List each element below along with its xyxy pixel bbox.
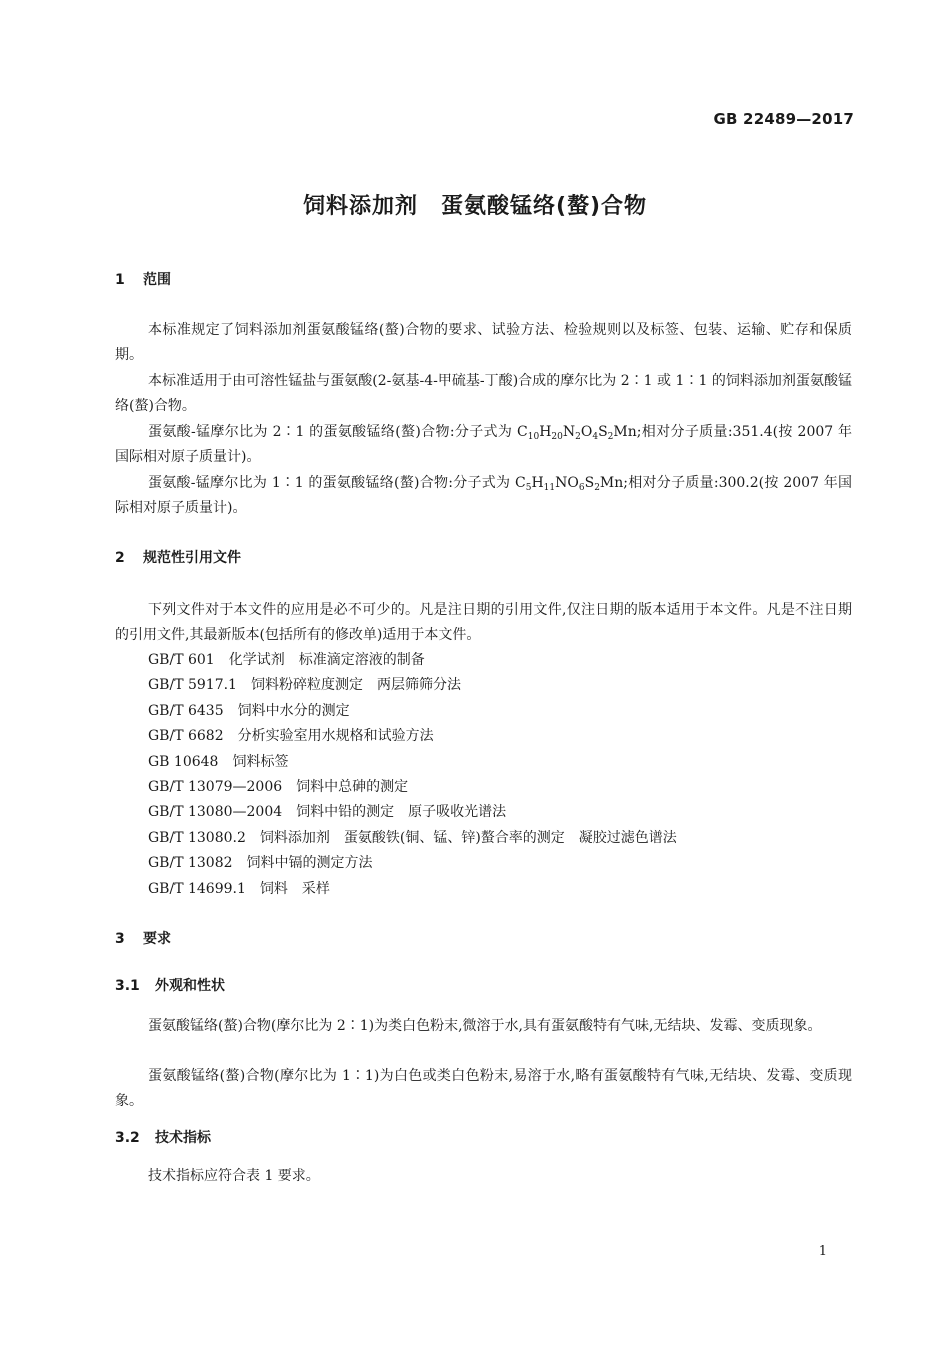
reference-code: GB/T 6682	[148, 728, 224, 745]
reference-item	[148, 877, 677, 902]
section-3-1-paragraph-2: 蛋氨酸锰络(螯)合物(摩尔比为 1∶1)为白色或类白色粉末,易溶于水,略有蛋氨酸特有气味,无结块、发霉、变质现象。	[115, 1068, 852, 1109]
reference-title: 饲料粉碎粒度测定 两层筛筛分法	[250, 677, 461, 694]
formula-subscript: 2	[607, 432, 614, 442]
section-1-heading	[115, 269, 171, 289]
formula-subscript: 11	[543, 483, 556, 493]
section-1-paragraph-2: 本标准适用于由可溶性锰盐与蛋氨酸(2-氨基-4-甲硫基-丁酸)合成的摩尔比为 2∶1 或 1∶1 的饲料添加剂蛋氨酸锰络(螯)合物。	[115, 373, 852, 414]
reference-item	[148, 699, 677, 724]
reference-item	[148, 648, 677, 673]
section-1-paragraph-3	[115, 420, 852, 470]
reference-title: 饲料中水分的测定	[237, 702, 350, 719]
subsection-title: 外观和性状	[155, 978, 225, 994]
formula-element: N	[562, 424, 576, 440]
reference-title: 饲料中镉的测定方法	[246, 855, 373, 872]
reference-item	[148, 673, 677, 698]
subsection-number: 3.1	[115, 978, 140, 994]
formula-subscript: 2	[594, 483, 600, 493]
reference-code: GB/T 13080—2004	[148, 804, 283, 821]
normative-references-list	[148, 648, 677, 902]
reference-title: 饲料中铅的测定 原子吸收光谱法	[296, 804, 507, 821]
reference-item	[148, 826, 677, 851]
section-1-paragraph-1: 本标准规定了饲料添加剂蛋氨酸锰络(螯)合物的要求、试验方法、检验规则以及标签、包装、运输、贮存和保质期。	[115, 322, 852, 363]
reference-item	[148, 775, 677, 800]
reference-code: GB/T 13082	[148, 855, 233, 872]
paragraph-text: 蛋氨酸-锰摩尔比为 2∶1 的蛋氨酸锰络(螯)合物:分子式为	[148, 424, 518, 440]
reference-item	[148, 750, 677, 775]
formula-element: Mn	[599, 475, 624, 491]
subsection-title: 技术指标	[155, 1130, 211, 1146]
reference-code: GB/T 601	[148, 652, 215, 668]
formula-element: Mn	[613, 424, 637, 440]
reference-code: GB/T 13080.2	[148, 829, 246, 846]
formula-subscript: 10	[527, 432, 540, 442]
reference-title: 化学试剂 标准滴定溶液的制备	[228, 652, 425, 668]
formula-subscript: 20	[551, 432, 563, 442]
section-title: 规范性引用文件	[143, 550, 241, 566]
formula-subscript: 2	[575, 432, 581, 442]
section-3-2-paragraph-1: 技术指标应符合表 1 要求。	[148, 1168, 320, 1184]
molecular-formula	[517, 424, 637, 440]
section-3-2-heading	[115, 1127, 211, 1147]
formula-element: NO	[555, 475, 579, 491]
formula-element: C	[517, 424, 528, 440]
formula-element: S	[598, 424, 608, 440]
reference-code: GB/T 5917.1	[148, 677, 237, 694]
molecular-formula	[515, 475, 623, 491]
formula-element: S	[584, 475, 595, 491]
reference-code: GB/T 14699.1	[148, 880, 246, 897]
paragraph-text: ;相对分子质量:351.4(按 2007 年国际相对原子质量计)。	[115, 424, 852, 465]
reference-title: 分析实验室用水规格和试验方法	[237, 728, 434, 745]
formula-element: C	[515, 475, 526, 491]
page-number: 1	[818, 1244, 827, 1259]
formula-subscript: 6	[578, 483, 585, 493]
reference-title: 饲料添加剂 蛋氨酸铁(铜、锰、锌)螯合率的测定 凝胶过滤色谱法	[259, 829, 677, 846]
standard-id: GB 22489—2017	[713, 110, 854, 128]
section-title: 要求	[143, 931, 171, 947]
document-title: 饲料添加剂 蛋氨酸锰络(螯)合物	[302, 194, 648, 219]
formula-element: H	[531, 475, 544, 491]
reference-title: 饲料标签	[232, 753, 289, 770]
formula-subscript: 5	[525, 483, 532, 493]
reference-item	[148, 851, 677, 876]
reference-code: GB 10648	[148, 753, 219, 770]
section-3-1-heading	[115, 975, 225, 995]
subsection-number: 3.2	[115, 1130, 140, 1146]
section-title: 范围	[143, 272, 171, 288]
section-number: 1	[115, 272, 125, 288]
section-2-intro: 下列文件对于本文件的应用是必不可少的。凡是注日期的引用文件,仅注日期的版本适用于本文件。凡是不注日期的引用文件,其最新版本(包括所有的修改单)适用于本文件。	[115, 602, 852, 643]
section-3-1-paragraph-1: 蛋氨酸锰络(螯)合物(摩尔比为 2∶1)为类白色粉末,微溶于水,具有蛋氨酸特有气味,无结块、发霉、变质现象。	[148, 1018, 822, 1034]
reference-code: GB/T 6435	[148, 702, 224, 719]
reference-item	[148, 724, 677, 749]
formula-element: H	[539, 424, 552, 440]
reference-title: 饲料 采样	[259, 880, 330, 897]
section-1-paragraph-4	[115, 471, 852, 521]
section-2-heading	[115, 547, 241, 567]
formula-element: O	[580, 424, 593, 440]
section-number: 3	[115, 931, 125, 947]
reference-item	[148, 800, 677, 825]
reference-code: GB/T 13079—2006	[148, 778, 283, 795]
paragraph-text: 蛋氨酸-锰摩尔比为 1∶1 的蛋氨酸锰络(螯)合物:分子式为	[148, 475, 515, 491]
section-3-heading	[115, 928, 171, 948]
formula-subscript: 4	[592, 432, 599, 442]
section-number: 2	[115, 550, 125, 566]
paragraph-text: ;相对分子质量:300.2(按 2007 年国际相对原子质量计)。	[115, 475, 852, 516]
reference-title: 饲料中总砷的测定	[296, 778, 409, 795]
